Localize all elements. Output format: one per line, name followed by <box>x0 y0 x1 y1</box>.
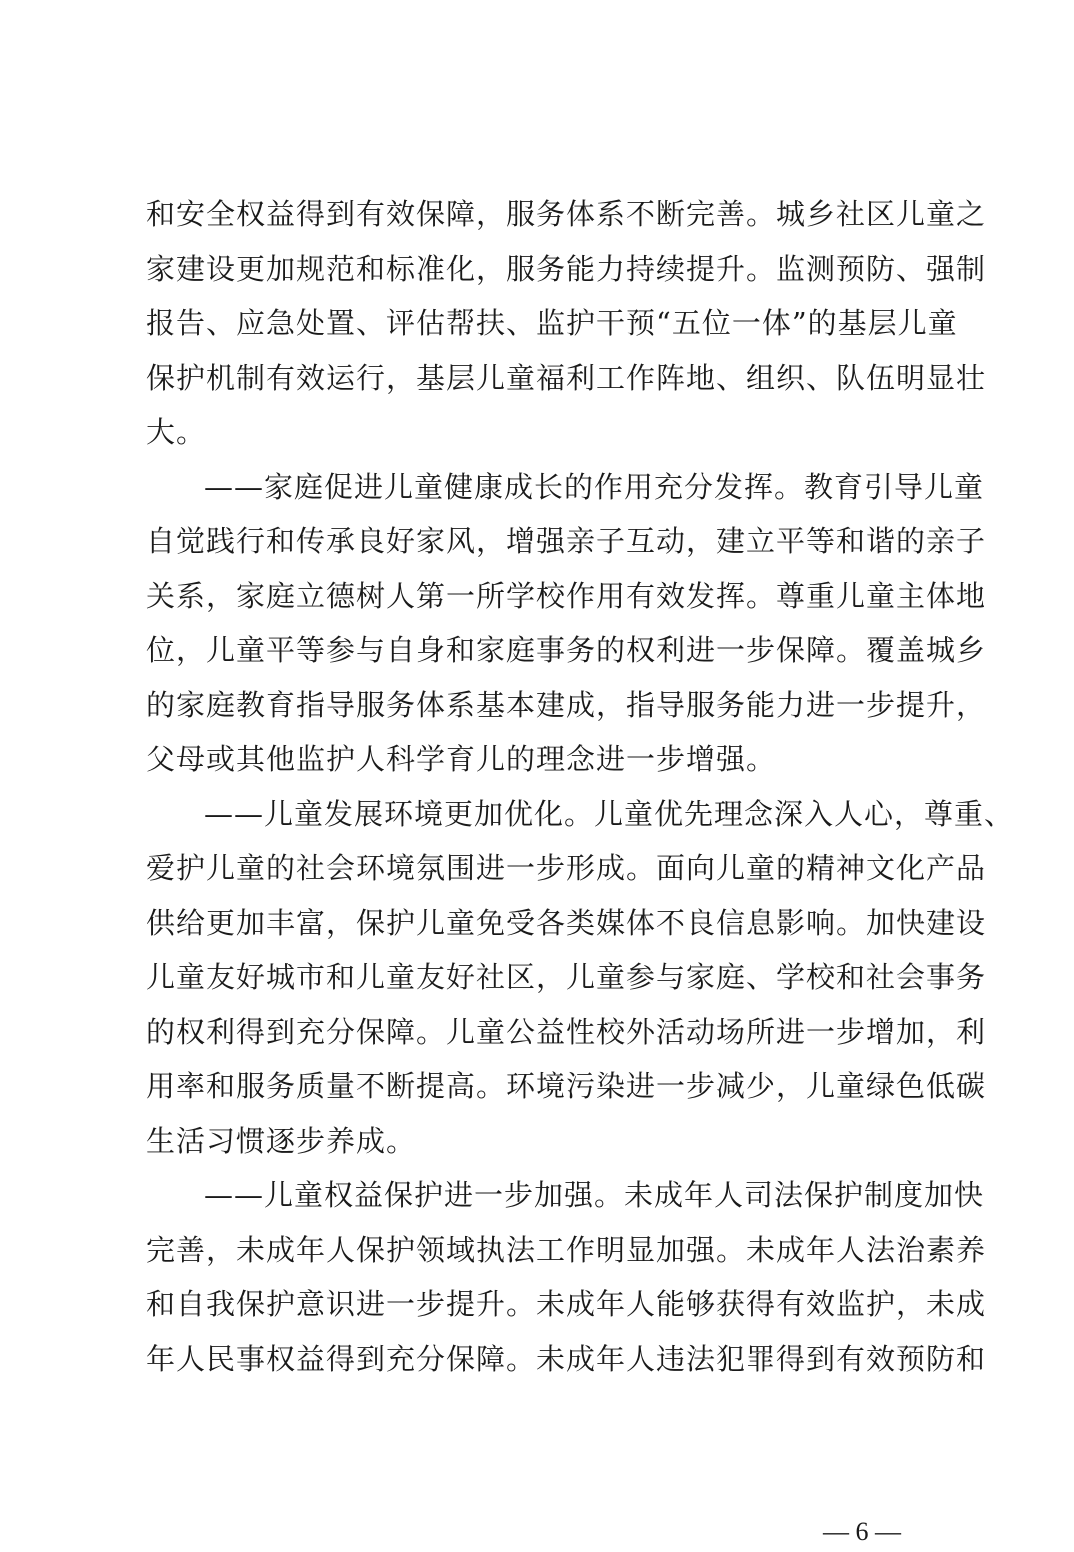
text-line: 和自我保护意识进一步提升。未成年人能够获得有效监护，未成 <box>146 1287 987 1321</box>
text-line: 大。 <box>146 415 207 449</box>
text-line: 儿童友好城市和儿童友好社区，儿童参与家庭、学校和社会事务 <box>146 960 987 994</box>
text-line: ——家庭促进儿童健康成长的作用充分发挥。教育引导儿童 <box>204 469 985 504</box>
text-line: 的家庭教育指导服务体系基本建成，指导服务能力进一步提升， <box>146 687 987 722</box>
text-line: 关系，家庭立德树人第一所学校作用有效发挥。尊重儿童主体地 <box>146 578 987 613</box>
text-line: 报告、应急处置、评估帮扶、监护干预“五位一体”的基层儿童 <box>146 306 958 340</box>
document-body <box>146 187 1015 1386</box>
text-line: 爱护儿童的社会环境氛围进一步形成。面向儿童的精神文化产品 <box>146 851 987 885</box>
text-line: 和安全权益得到有效保障，服务体系不断完善。城乡社区儿童之 <box>146 197 987 231</box>
text-line: 保护机制有效运行，基层儿童福利工作阵地、组织、队伍明显壮 <box>146 360 987 395</box>
text-line: 生活习惯逐步养成。 <box>146 1123 417 1158</box>
text-line: ——儿童权益保护进一步加强。未成年人司法保护制度加快 <box>204 1178 985 1212</box>
text-line: 家建设更加规范和标准化，服务能力持续提升。监测预防、强制 <box>146 251 987 286</box>
text-line: 用率和服务质量不断提高。环境污染进一步减少，儿童绿色低碳 <box>146 1069 987 1103</box>
text-line: 位，儿童平等参与自身和家庭事务的权利进一步保障。覆盖城乡 <box>146 633 987 667</box>
text-line: 供给更加丰富，保护儿童免受各类媒体不良信息影响。加快建设 <box>146 905 987 940</box>
text-line: ——儿童发展环境更加优化。儿童优先理念深入人心，尊重、 <box>204 796 1015 831</box>
text-line: 年人民事权益得到充分保障。未成年人违法犯罪得到有效预防和 <box>146 1341 987 1376</box>
text-line: 的权利得到充分保障。儿童公益性校外活动场所进一步增加，利 <box>146 1014 987 1049</box>
text-line: 父母或其他监护人科学育儿的理念进一步增强。 <box>146 742 777 776</box>
text-line: 自觉践行和传承良好家风，增强亲子互动，建立平等和谐的亲子 <box>146 524 987 558</box>
text-line: 完善，未成年人保护领域执法工作明显加强。未成年人法治素养 <box>146 1232 987 1267</box>
page-number: — 6 — <box>823 1517 901 1546</box>
